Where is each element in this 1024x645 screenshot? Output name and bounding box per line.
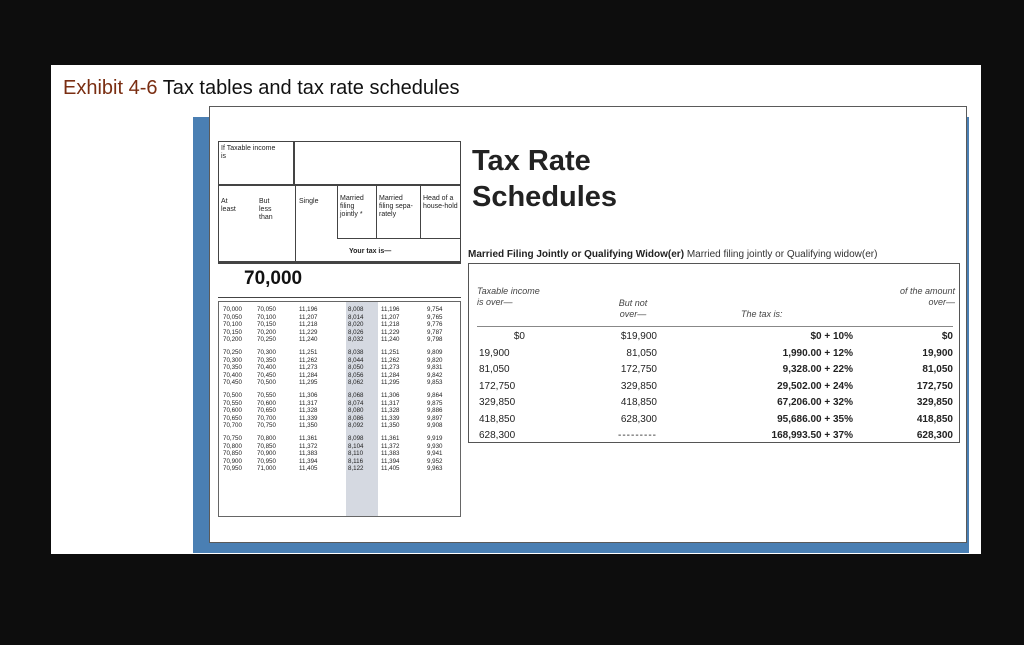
- tax-table-cell: 11,328: [299, 407, 318, 415]
- tax-table-cell: 11,394: [299, 457, 318, 465]
- tax-table-row: [219, 321, 462, 328]
- tax-table-cell: 70,450: [223, 379, 242, 387]
- at-least-label: At least: [221, 198, 236, 213]
- tax-table-cell: 11,196: [299, 306, 318, 313]
- tax-table-cell: 11,229: [299, 328, 318, 336]
- schedules-title-line1: Tax Rate: [472, 145, 591, 177]
- tax-table-cell: 70,100: [223, 321, 242, 329]
- tax-table-row: [219, 392, 462, 399]
- tax-table-cell: 11,339: [381, 414, 400, 422]
- schedule-cell: ---------: [618, 430, 657, 441]
- tax-table-cell: 11,295: [299, 379, 318, 387]
- schedule-cell: 172,750: [479, 380, 516, 392]
- tax-table-cell: 8,110: [348, 450, 364, 458]
- tax-table-cell: 70,550: [257, 392, 276, 399]
- tax-table-cell: 8,008: [348, 306, 364, 313]
- tax-table-cell: 9,930: [427, 442, 443, 450]
- schedule-row: [469, 414, 961, 431]
- tax-table-cell: 71,000: [257, 465, 276, 473]
- tax-table-cell: 70,900: [223, 457, 242, 465]
- tax-table-cell: 9,787: [427, 328, 443, 336]
- tax-table-cell: 9,754: [427, 306, 443, 313]
- schedule-cell: 95,686.00 + 35%: [777, 413, 853, 425]
- income-bracket-value: 70,000: [244, 268, 303, 289]
- tax-table-cell: 70,250: [257, 336, 276, 344]
- tax-table-cell: 70,000: [223, 306, 242, 313]
- tax-table-cell: 8,068: [348, 392, 364, 399]
- schedule-cell: 172,750: [916, 380, 953, 392]
- tax-table-cell: 8,044: [348, 356, 364, 364]
- tax-table-row: [219, 379, 462, 386]
- schedule-cell: 29,502.00 + 24%: [777, 380, 853, 392]
- tax-table-cell: 9,765: [427, 313, 443, 321]
- schedules-subtitle: [468, 249, 877, 260]
- tax-table-cell: 9,919: [427, 435, 443, 442]
- tax-table-cell: 70,750: [257, 422, 276, 430]
- tax-table-cell: 11,207: [299, 313, 318, 321]
- tax-table-cell: 70,600: [223, 407, 242, 415]
- schedule-cell: 418,850: [479, 413, 516, 425]
- tax-table-row: [219, 329, 462, 336]
- tax-table-row: [219, 465, 462, 472]
- tax-table-cell: 8,080: [348, 407, 364, 415]
- tax-table-cell: 70,350: [257, 356, 276, 364]
- schedule-cell: 81,050: [922, 364, 953, 375]
- tax-table-cell: 9,798: [427, 336, 443, 344]
- schedule-row: [469, 348, 961, 365]
- tax-table-cell: 9,952: [427, 457, 443, 465]
- tax-table-cell: 11,240: [381, 336, 400, 344]
- tax-table-cell: 8,014: [348, 313, 364, 321]
- your-tax-label: Your tax is—: [349, 248, 392, 255]
- tax-table-cell: 8,074: [348, 399, 364, 407]
- tax-table-cell: 70,300: [223, 356, 242, 364]
- tax-table-cell: 11,383: [299, 450, 318, 458]
- schedules-title-line2: Schedules: [472, 181, 618, 213]
- of-amount-header: of the amount over—: [899, 286, 955, 307]
- slide: [51, 65, 981, 554]
- tax-table-cell: 11,394: [381, 457, 400, 465]
- tax-table-cell: 70,750: [223, 435, 242, 442]
- tax-table-cell: 70,050: [257, 306, 276, 313]
- tax-table-cell: 70,500: [223, 392, 242, 399]
- schedule-cell: 9,328.00 + 22%: [782, 364, 853, 375]
- tax-table-cell: 9,831: [427, 364, 443, 372]
- tax-table-cell: 9,963: [427, 465, 443, 473]
- tax-table-cell: 9,809: [427, 349, 443, 356]
- schedule-cell: 628,300: [620, 413, 657, 425]
- married-jointly-label: Married filing jointly *: [340, 195, 364, 218]
- header-empty-box: [294, 141, 461, 185]
- schedule-cell: 329,850: [620, 380, 657, 392]
- schedule-row: [469, 397, 961, 414]
- tax-table-cell: 11,273: [381, 364, 400, 372]
- schedule-cell: 81,050: [479, 364, 510, 375]
- but-less-than-label: But less than: [259, 198, 273, 221]
- tax-table-cell: 70,050: [223, 313, 242, 321]
- tax-table-cell: 8,020: [348, 321, 364, 329]
- schedule-cell: $0 + 10%: [810, 331, 853, 342]
- tax-table-cell: 8,056: [348, 371, 364, 379]
- exhibit-caption: Tax tables and tax rate schedules: [162, 77, 460, 99]
- schedule-cell: 1,990.00 + 12%: [782, 347, 853, 359]
- tax-table-cell: 9,897: [427, 414, 443, 422]
- income-bracket-heading: [218, 262, 461, 298]
- if-taxable-label: If Taxable income is: [221, 145, 276, 160]
- schedule-cell: 19,900: [479, 347, 510, 359]
- schedule-cell: 67,206.00 + 32%: [777, 397, 853, 408]
- tax-table-cell: 11,306: [381, 392, 400, 399]
- schedule-cell: 172,750: [620, 364, 657, 375]
- tax-table-cell: 70,150: [223, 328, 242, 336]
- schedule-cell: $0: [941, 331, 953, 342]
- schedule-cell: 329,850: [916, 397, 953, 408]
- married-separately-label: Married filing sepa-rately: [379, 195, 413, 218]
- tax-table-cell: 70,950: [257, 457, 276, 465]
- exhibit-number: Exhibit 4-6: [63, 77, 158, 99]
- tax-table-cell: 11,251: [299, 349, 318, 356]
- tax-table-cell: 8,032: [348, 336, 364, 344]
- tax-table-row: [219, 357, 462, 364]
- schedule-cell: $19,900: [620, 331, 657, 342]
- tax-table-cell: 70,250: [223, 349, 242, 356]
- subtitle-rest: Married filing jointly or Qualifying widow(er): [686, 249, 878, 260]
- tax-table-row: [219, 349, 462, 356]
- tax-is-header: The tax is:: [741, 309, 783, 319]
- tax-table-cell: 11,284: [381, 371, 400, 379]
- schedule-cell: 329,850: [479, 397, 516, 408]
- tax-table-cell: 8,086: [348, 414, 364, 422]
- tax-table-cell: 70,600: [257, 399, 276, 407]
- tax-table-cell: 11,405: [299, 465, 318, 473]
- tax-table-cell: 70,500: [257, 379, 276, 387]
- schedule-cell: $0: [513, 331, 525, 342]
- tax-table-row: [219, 435, 462, 442]
- tax-table-cell: 11,207: [381, 313, 400, 321]
- tax-table-cell: 70,650: [257, 407, 276, 415]
- tax-table-cell: 9,908: [427, 422, 443, 430]
- tax-table-cell: 8,092: [348, 422, 364, 430]
- tax-table-cell: 11,350: [299, 422, 318, 430]
- tax-table-cell: 70,300: [257, 349, 276, 356]
- subtitle-bold: Married Filing Jointly or Qualifying Widow(er): [468, 249, 685, 260]
- tax-table-cell: 8,116: [348, 457, 364, 465]
- tax-table-cell: 11,306: [299, 392, 318, 399]
- schedule-row: [469, 381, 961, 398]
- tax-table-cell: 70,150: [257, 321, 276, 329]
- but-not-over-header: But not over—: [618, 298, 648, 319]
- tax-table-cell: 11,350: [381, 422, 400, 430]
- tax-table-cell: 9,886: [427, 407, 443, 415]
- tax-table-row: [219, 443, 462, 450]
- tax-table-row: [219, 336, 462, 343]
- tax-table-cell: 11,361: [299, 435, 318, 442]
- tax-table-cell: 9,864: [427, 392, 443, 399]
- tax-table-cell: 70,550: [223, 399, 242, 407]
- tax-table-cell: 70,700: [223, 422, 242, 430]
- tax-table-cell: 11,328: [381, 407, 400, 415]
- schedule-cell: 628,300: [916, 430, 953, 441]
- schedule-cell: 418,850: [620, 397, 657, 408]
- schedule-cell: 418,850: [916, 413, 953, 425]
- if-taxable-box: [218, 141, 294, 185]
- tax-table-cell: 11,317: [299, 399, 318, 407]
- tax-table-cell: 70,850: [257, 442, 276, 450]
- tax-table-cell: 11,240: [299, 336, 318, 344]
- tax-table-cell: 11,372: [381, 442, 400, 450]
- tax-table-cell: 70,450: [257, 371, 276, 379]
- tax-table-cell: 9,853: [427, 379, 443, 387]
- tax-table-cell: 9,776: [427, 321, 443, 329]
- tax-table-cell: 70,700: [257, 414, 276, 422]
- tax-table-cell: 70,800: [223, 442, 242, 450]
- schedule-cell: 81,050: [626, 347, 657, 359]
- tax-table-cell: 11,372: [299, 442, 318, 450]
- tax-table-cell: 8,026: [348, 328, 364, 336]
- schedule-cell: 19,900: [922, 347, 953, 359]
- tax-table-cell: 70,400: [223, 371, 242, 379]
- tax-table-cell: 11,218: [299, 321, 318, 329]
- column-header-box: [218, 185, 461, 262]
- tax-rows: [218, 301, 461, 517]
- tax-table-cell: 9,820: [427, 356, 443, 364]
- tax-table-row: [219, 364, 462, 371]
- tax-table-cell: 70,800: [257, 435, 276, 442]
- tax-table-cell: 11,196: [381, 306, 400, 313]
- head-household-label: Head of a house-hold: [423, 195, 458, 210]
- tax-table-row: [219, 458, 462, 465]
- schedule-cell: 628,300: [479, 430, 516, 441]
- tax-table-cell: 8,098: [348, 435, 364, 442]
- tax-table-cell: 11,262: [381, 356, 400, 364]
- tax-table: [218, 141, 461, 517]
- tax-table-cell: 8,122: [348, 465, 364, 473]
- tax-table-row: [219, 400, 462, 407]
- tax-table-cell: 11,383: [381, 450, 400, 458]
- tax-table-cell: 70,200: [223, 336, 242, 344]
- tax-table-cell: 9,941: [427, 450, 443, 458]
- tax-table-row: [219, 407, 462, 414]
- tax-table-cell: 70,350: [223, 364, 242, 372]
- tax-table-cell: 70,200: [257, 328, 276, 336]
- schedule-table: [468, 263, 960, 443]
- schedule-row: [469, 331, 961, 348]
- tax-table-cell: 11,262: [299, 356, 318, 364]
- tax-table-cell: 11,317: [381, 399, 400, 407]
- tax-table-cell: 11,339: [299, 414, 318, 422]
- document-panel: [209, 106, 967, 543]
- single-label: Single: [299, 198, 319, 205]
- taxable-income-header: Taxable income is over—: [477, 286, 540, 307]
- tax-table-cell: 11,273: [299, 364, 318, 372]
- tax-table-cell: 11,229: [381, 328, 400, 336]
- tax-table-cell: 11,405: [381, 465, 400, 473]
- tax-table-cell: 70,400: [257, 364, 276, 372]
- tax-table-cell: 8,062: [348, 379, 364, 387]
- tax-table-row: [219, 372, 462, 379]
- tax-table-cell: 11,218: [381, 321, 400, 329]
- tax-table-cell: 8,038: [348, 349, 364, 356]
- schedule-row: [469, 364, 961, 381]
- tax-table-cell: 70,950: [223, 465, 242, 473]
- tax-table-cell: 70,100: [257, 313, 276, 321]
- tax-table-row: [219, 306, 462, 313]
- exhibit-title: [63, 77, 460, 100]
- tax-table-row: [219, 450, 462, 457]
- tax-table-cell: 11,251: [381, 349, 400, 356]
- tax-table-row: [219, 415, 462, 422]
- tax-table-cell: 9,875: [427, 399, 443, 407]
- tax-table-cell: 70,850: [223, 450, 242, 458]
- tax-table-cell: 11,295: [381, 379, 400, 387]
- tax-table-cell: 70,900: [257, 450, 276, 458]
- tax-table-row: [219, 422, 462, 429]
- schedule-cell: 168,993.50 + 37%: [771, 430, 853, 441]
- tax-table-cell: 8,050: [348, 364, 364, 372]
- tax-table-cell: 8,104: [348, 442, 364, 450]
- schedule-row: [469, 430, 961, 447]
- tax-table-cell: 9,842: [427, 371, 443, 379]
- tax-table-cell: 11,284: [299, 371, 318, 379]
- tax-table-cell: 11,361: [381, 435, 400, 442]
- header-rule: [477, 326, 953, 327]
- schedules-title: [472, 143, 617, 215]
- tax-table-row: [219, 314, 462, 321]
- tax-table-cell: 70,650: [223, 414, 242, 422]
